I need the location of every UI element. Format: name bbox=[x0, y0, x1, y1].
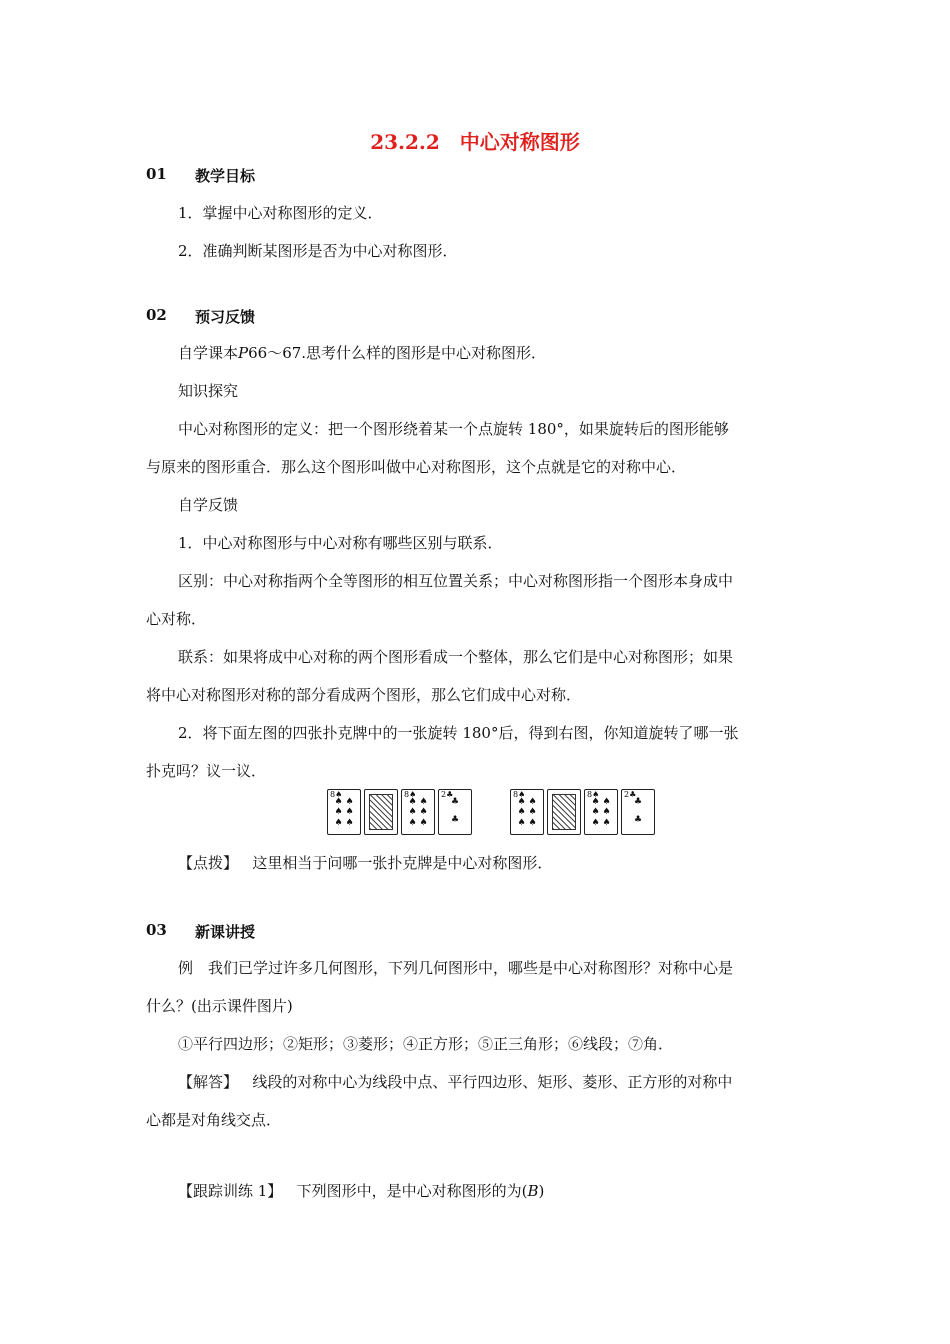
answer-label: 【解答】 bbox=[178, 1073, 239, 1091]
section-number: 03 bbox=[146, 921, 167, 939]
hint-line bbox=[178, 852, 552, 873]
example-line: 什么？(出示课件图片) bbox=[146, 997, 293, 1015]
answer-line: 心都是对角线交点． bbox=[146, 1111, 282, 1129]
relation-line: 联系：如果将成中心对称的两个图形看成一个整体，那么它们是中心对称图形；如果 bbox=[178, 648, 734, 666]
difference-line: 心对称． bbox=[146, 610, 207, 628]
playing-card: 2♣ ♣ ♣ bbox=[438, 789, 472, 835]
question-2: 2．将下面左图的四张扑克牌中的一张旋转 180°后，得到右图，你知道旋转了哪一张 bbox=[178, 724, 739, 742]
question-1: 1．中心对称图形与中心对称有哪些区别与联系． bbox=[178, 534, 503, 552]
cards-left-figure bbox=[327, 789, 472, 837]
playing-card: 8♠ ♠ ♠ ♠ ♠ ♠ ♠ bbox=[401, 789, 435, 835]
playing-card: 8♠ ♠ ♠ ♠ ♠ ♠ ♠ bbox=[584, 789, 618, 835]
tracking-answer: B bbox=[527, 1182, 539, 1200]
section-number: 02 bbox=[146, 306, 167, 324]
tracking-close: ) bbox=[538, 1182, 545, 1200]
playing-card-face bbox=[547, 789, 581, 835]
section-name: 预习反馈 bbox=[195, 308, 256, 326]
card-label: 8♠ bbox=[330, 790, 343, 799]
tracking-exercise bbox=[178, 1180, 544, 1201]
playing-card-face bbox=[364, 789, 398, 835]
playing-card: 8♠ ♠ ♠ ♠ ♠ ♠ ♠ bbox=[510, 789, 544, 835]
difference-line: 区别：中心对称指两个全等图形的相互位置关系；中心对称图形指一个图形本身成中 bbox=[178, 572, 734, 590]
question-2: 扑克吗？议一议． bbox=[146, 762, 267, 780]
hint-text: 这里相当于问哪一张扑克牌是中心对称图形． bbox=[252, 854, 553, 872]
card-label: 2♣ bbox=[441, 790, 454, 799]
section-number: 01 bbox=[146, 165, 167, 183]
answer-line bbox=[178, 1071, 732, 1092]
card-label: 8♠ bbox=[404, 790, 417, 799]
goal-item: 1．掌握中心对称图形的定义． bbox=[178, 204, 383, 222]
hint-label: 【点拨】 bbox=[178, 854, 239, 872]
page-title: 23.2.2 中心对称图形 bbox=[370, 130, 580, 154]
section-heading-lesson bbox=[0, 921, 950, 941]
section-heading-preview bbox=[0, 306, 950, 326]
playing-card: 8♠ ♠ ♠ ♠ ♠ ♠ ♠ bbox=[327, 789, 361, 835]
self-study-instruction bbox=[178, 342, 546, 363]
feedback-label: 自学反馈 bbox=[178, 496, 239, 514]
tracking-text: 下列图形中，是中心对称图形的为( bbox=[296, 1182, 528, 1200]
goal-item: 2．准确判断某图形是否为中心对称图形． bbox=[178, 242, 458, 260]
section-heading-goals bbox=[0, 165, 950, 185]
example-list: ①平行四边形；②矩形；③菱形；④正方形；⑤正三角形；⑥线段；⑦角． bbox=[178, 1035, 674, 1053]
relation-line: 将中心对称图形对称的部分看成两个图形，那么它们成中心对称． bbox=[146, 686, 582, 704]
playing-card: 2♣ ♣ ♣ bbox=[621, 789, 655, 835]
page-symbol: P bbox=[238, 344, 249, 362]
answer-text: 线段的对称中心为线段中点、平行四边形、矩形、菱形、正方形的对称中 bbox=[252, 1073, 733, 1091]
card-label: 2♣ bbox=[624, 790, 637, 799]
intro-text: 66～67.思考什么样的图形是中心对称图形． bbox=[248, 344, 547, 362]
definition-line: 与原来的图形重合．那么这个图形叫做中心对称图形，这个点就是它的对称中心． bbox=[146, 458, 687, 476]
card-label: 8♠ bbox=[587, 790, 600, 799]
definition-line: 中心对称图形的定义：把一个图形绕着某一个点旋转 180°，如果旋转后的图形能够 bbox=[178, 420, 729, 438]
cards-right-figure bbox=[510, 789, 655, 837]
section-name: 新课讲授 bbox=[195, 923, 256, 941]
example-line: 例 我们已学过许多几何图形，下列几何图形中，哪些是中心对称图形？对称中心是 bbox=[178, 959, 734, 977]
explore-label: 知识探究 bbox=[178, 382, 239, 400]
intro-text: 自学课本 bbox=[178, 344, 239, 362]
card-label: 8♠ bbox=[513, 790, 526, 799]
tracking-label: 【跟踪训练 1】 bbox=[178, 1182, 283, 1200]
section-name: 教学目标 bbox=[195, 167, 256, 185]
